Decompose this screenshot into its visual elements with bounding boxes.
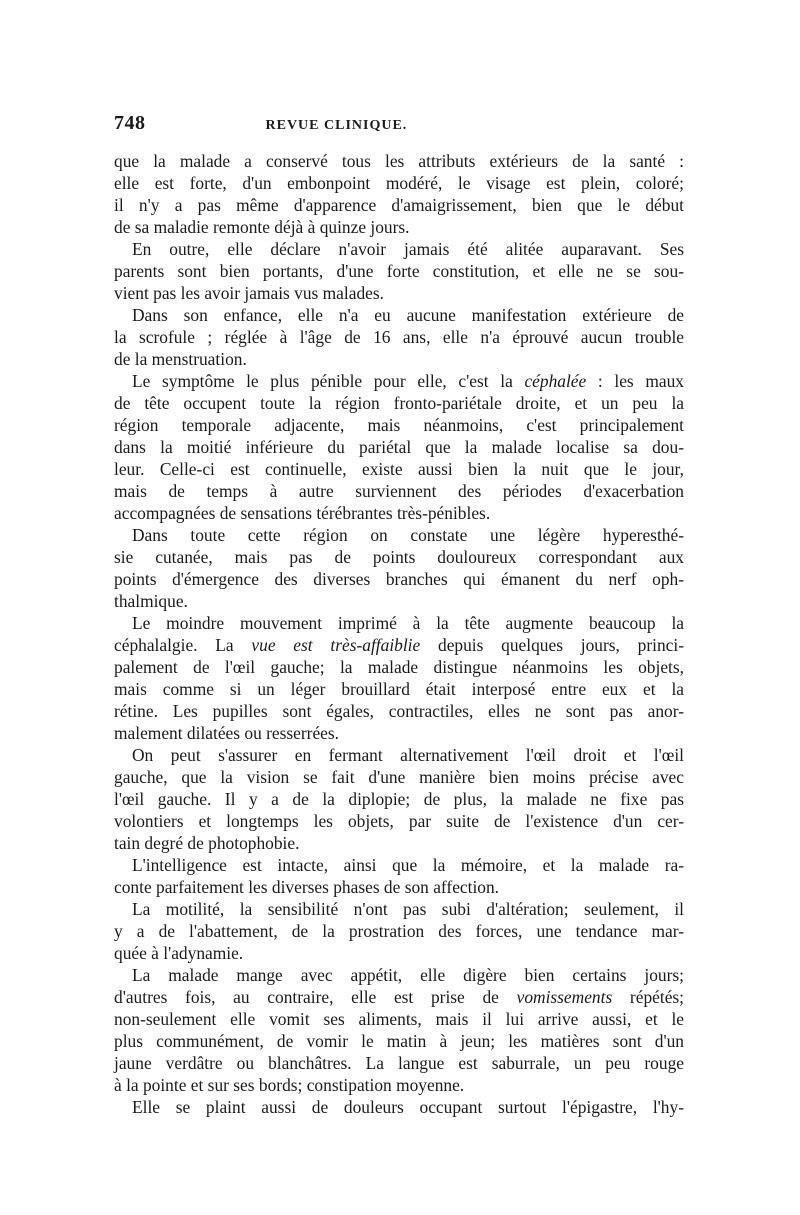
text-line: rétine. Les pupilles sont égales, contractiles, elles ne sont pas anor-: [114, 701, 684, 721]
text-line: de la menstruation.: [114, 349, 247, 369]
text-line: L'intelligence est intacte, ainsi que la mémoire, et la malade ra-: [132, 855, 684, 875]
text-line: La motilité, la sensibilité n'ont pas subi d'altération; seulement, il: [132, 899, 684, 919]
text-line: La malade mange avec appétit, elle digère bien certains jours;: [132, 965, 684, 985]
text-line: à la pointe et sur ses bords; constipation moyenne.: [114, 1075, 465, 1095]
text-line: leur. Celle-ci est continuelle, existe aussi bien la nuit que le jour,: [114, 459, 684, 479]
text-line: En outre, elle déclare n'avoir jamais été alitée auparavant. Ses: [132, 239, 684, 259]
text-run: : les maux: [586, 371, 684, 391]
text-run: Le symptôme le plus pénible pour elle, c'est la: [132, 371, 525, 391]
text-line: mais de temps à autre surviennent des périodes d'exacerbation: [114, 481, 684, 501]
text-line: Dans son enfance, elle n'a eu aucune manifestation extérieure de: [132, 305, 684, 325]
text-line: plus communément, de vomir le matin à jeun; les matières sont d'un: [114, 1031, 684, 1051]
text-line: il n'y a pas même d'apparence d'amaigrissement, bien que le début: [114, 195, 684, 215]
page-header: [114, 112, 684, 150]
text-line: y a de l'abattement, de la prostration des forces, une tendance mar-: [114, 921, 684, 941]
text-line: de tête occupent toute la région fronto-pariétale droite, et un peu la: [114, 393, 684, 413]
text-line: que la malade a conservé tous les attributs extérieurs de la santé :: [114, 151, 684, 171]
running-title: REVUE CLINIQUE.: [265, 118, 408, 133]
text-line: palement de l'œil gauche; la malade distingue néanmoins les objets,: [114, 657, 684, 677]
text-line: conte parfaitement les diverses phases de son affection.: [114, 877, 500, 897]
text-line: Dans toute cette région on constate une légère hyperesthé-: [132, 525, 684, 545]
text-line: région temporale adjacente, mais néanmoins, c'est principalement: [114, 415, 684, 435]
text-line: vient pas les avoir jamais vus malades.: [114, 283, 384, 303]
text-line: non-seulement elle vomit ses aliments, mais il lui arrive aussi, et le: [114, 1009, 684, 1029]
text-line: l'œil gauche. Il y a de la diplopie; de plus, la malade ne fixe pas: [114, 789, 684, 809]
text-line: [114, 634, 684, 656]
text-column: [114, 112, 684, 1118]
text-run: d'autres fois, au contraire, elle est prise de: [114, 987, 517, 1007]
text-line: jaune verdâtre ou blanchâtres. La langue est saburrale, un peu rouge: [114, 1053, 684, 1073]
text-line: Le moindre mouvement imprimé à la tête augmente beaucoup la: [132, 613, 684, 633]
italic-emphasis: vue est très-affaiblie: [251, 635, 421, 655]
text-line: points d'émergence des diverses branches qui émanent du nerf oph-: [114, 569, 684, 589]
body-text: [114, 150, 684, 1118]
page-number: 748: [114, 112, 146, 134]
text-line: Elle se plaint aussi de douleurs occupant surtout l'épigastre, l'hy-: [132, 1097, 684, 1117]
text-run: céphalalgie. La: [114, 635, 252, 655]
italic-emphasis: vomissements: [516, 987, 613, 1007]
text-line: de sa maladie remonte déjà à quinze jours.: [114, 217, 410, 237]
text-run: depuis quelques jours, princi-: [420, 635, 684, 655]
text-line: [114, 986, 684, 1008]
text-line: [114, 370, 684, 392]
text-line: mais comme si un léger brouillard était interposé entre eux et la: [114, 679, 684, 699]
text-line: malement dilatées ou resserrées.: [114, 723, 340, 743]
text-run: répétés;: [612, 987, 685, 1007]
text-line: parents sont bien portants, d'une forte constitution, et elle ne se sou-: [114, 261, 684, 281]
text-line: dans la moitié inférieure du pariétal que la malade localise sa dou-: [114, 437, 684, 457]
text-line: volontiers et longtemps les objets, par suite de l'existence d'un cer-: [114, 811, 684, 831]
text-line: accompagnées de sensations térébrantes très-pénibles.: [114, 503, 491, 523]
text-line: elle est forte, d'un embonpoint modéré, le visage est plein, coloré;: [114, 173, 684, 193]
text-line: tain degré de photophobie.: [114, 833, 300, 853]
text-line: sie cutanée, mais pas de points douloureux correspondant aux: [114, 547, 684, 567]
text-line: la scrofule ; réglée à l'âge de 16 ans, elle n'a éprouvé aucun trouble: [114, 327, 684, 347]
text-line: quée à l'adynamie.: [114, 943, 244, 963]
text-line: On peut s'assurer en fermant alternativement l'œil droit et l'œil: [132, 745, 684, 765]
text-line: gauche, que la vision se fait d'une manière bien moins précise avec: [114, 767, 684, 787]
text-line: thalmique.: [114, 591, 188, 611]
italic-emphasis: céphalée: [524, 371, 587, 391]
